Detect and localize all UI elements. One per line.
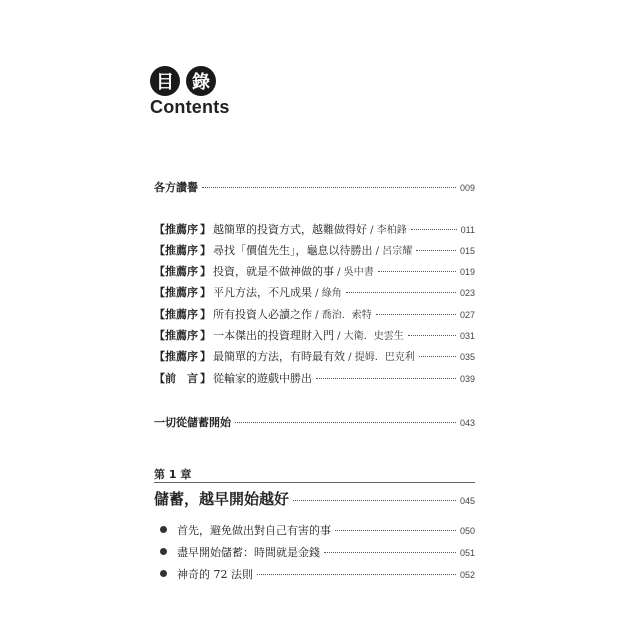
toc-entry-row[interactable] (154, 284, 475, 300)
toc-entry-row[interactable] (154, 370, 475, 386)
toc-entry-row[interactable] (154, 306, 475, 322)
bullet-icon (160, 526, 167, 533)
entry-tag-close: 】 (200, 286, 211, 299)
entry-title: 尋找「價值先生」，龜息以待勝出 (213, 244, 373, 257)
dot-leader (293, 500, 456, 501)
dot-leader (324, 552, 456, 553)
entry-title: 最簡單的方法，有時最有效 (213, 350, 345, 363)
toc-entry-row[interactable] (154, 327, 475, 343)
dot-leader (411, 229, 457, 230)
entry-author: 吳中書 (343, 267, 374, 278)
chapter-item-row[interactable] (160, 566, 475, 582)
page-number: 035 (459, 352, 475, 362)
entry-tag-close: 】 (200, 308, 211, 321)
dot-leader (416, 250, 456, 251)
chapter-item-title: 盡早開始儲蓄：時間就是金錢 (177, 546, 320, 559)
chapter-title: 儲蓄，越早開始越好 (154, 490, 290, 508)
title-char-circle: 錄 (186, 66, 216, 96)
entry-tag-open: 【 (154, 286, 165, 299)
dot-leader (316, 378, 456, 379)
chapter-item-row[interactable] (160, 522, 475, 538)
entry-title: 一本傑出的投資理財入門 (213, 329, 334, 342)
entry-title: 越簡單的投資方式，越難做得好 (213, 223, 367, 236)
entry-tag-close: 】 (200, 265, 211, 278)
page-number: 052 (459, 570, 475, 580)
entry-author: 提姆．巴克利 (354, 352, 415, 363)
entry-title: 投資，就是不做神做的事 (213, 265, 334, 278)
entry-tag-open: 【 (154, 244, 165, 257)
page-number: 011 (460, 225, 475, 235)
toc-entry-row[interactable] (154, 221, 475, 237)
dot-leader (235, 422, 456, 423)
entry-tag-close: 】 (200, 350, 211, 363)
entry-author-sep: / (345, 352, 355, 363)
dot-leader (376, 314, 456, 315)
entry-author-sep: / (334, 267, 344, 278)
entry-author-sep: / (334, 331, 344, 342)
toc-entry-row[interactable] (154, 348, 475, 364)
page-number: 031 (459, 331, 475, 341)
entry-tag-open: 【 (154, 329, 165, 342)
bullet-icon (160, 570, 167, 577)
dot-leader (335, 530, 456, 531)
chapter-divider (154, 482, 475, 483)
entry-author: 李柏鋒 (376, 225, 407, 236)
page-number: 015 (459, 246, 475, 256)
entry-tag-close: 】 (200, 244, 211, 257)
chapter-title-row[interactable] (154, 488, 475, 509)
page-number: 043 (459, 418, 475, 428)
page-number: 023 (459, 288, 475, 298)
bullet-icon (160, 548, 167, 555)
page-number: 019 (459, 267, 475, 277)
entry-tag: 推薦序 (165, 223, 198, 236)
entry-author: 綠角 (321, 288, 342, 299)
entry-tag: 推薦序 (165, 350, 198, 363)
entry-tag-open: 【 (154, 350, 165, 363)
toc-header (150, 66, 230, 118)
dot-leader (408, 335, 456, 336)
entry-tag: 推薦序 (165, 244, 198, 257)
entry-author-sep: / (312, 288, 322, 299)
chapter-item-row[interactable] (160, 544, 475, 560)
entry-author: 喬治．索特 (321, 310, 372, 321)
toc-section-row[interactable] (154, 414, 475, 430)
entry-tag-close: 】 (200, 372, 211, 385)
entry-tag-close: 】 (200, 329, 211, 342)
toc-entry-row[interactable] (154, 242, 475, 258)
entry-title: 從輸家的遊戲中勝出 (213, 372, 312, 385)
dot-leader (202, 187, 456, 188)
dot-leader (257, 574, 456, 575)
entry-author-sep: / (312, 310, 322, 321)
entry-tag-close: 】 (200, 223, 211, 236)
page-number: 050 (459, 526, 475, 536)
entry-tag-open: 【 (154, 265, 165, 278)
dot-leader (378, 271, 456, 272)
section-label: 一切從儲蓄開始 (154, 416, 231, 429)
entry-author: 大衛．史雲生 (343, 331, 404, 342)
entry-author-sep: / (372, 246, 383, 257)
chapter-item-title: 首先，避免做出對自己有害的事 (177, 524, 331, 537)
entry-tag-open: 【 (154, 223, 165, 236)
page-number: 009 (459, 183, 475, 193)
entry-tag: 推薦序 (165, 265, 198, 278)
toc-title (150, 66, 230, 96)
entry-tag: 推薦序 (165, 286, 198, 299)
section-label: 各方讚譽 (154, 181, 198, 194)
entry-title: 平凡方法，不凡成果 (213, 286, 312, 299)
entry-tag-open: 【 (154, 308, 165, 321)
entry-author: 呂宗耀 (382, 246, 413, 257)
page-number: 027 (459, 310, 475, 320)
entry-title: 所有投資人必讀之作 (213, 308, 312, 321)
toc-section-row[interactable] (154, 179, 475, 195)
entry-author-sep: / (367, 225, 377, 236)
entry-tag: 前 言 (165, 372, 198, 385)
page-number: 045 (459, 496, 475, 506)
page-number: 039 (459, 374, 475, 384)
toc-entry-row[interactable] (154, 263, 475, 279)
title-char-circle: 目 (150, 66, 180, 96)
chapter-label: 第 1 章 (154, 468, 192, 481)
page-number: 051 (459, 548, 475, 558)
dot-leader (419, 356, 456, 357)
toc-subtitle: Contents (150, 97, 230, 117)
chapter-item-title: 神奇的 72 法則 (177, 568, 253, 581)
dot-leader (346, 292, 456, 293)
entry-tag-open: 【 (154, 372, 165, 385)
entry-tag: 推薦序 (165, 329, 198, 342)
entry-tag: 推薦序 (165, 308, 198, 321)
